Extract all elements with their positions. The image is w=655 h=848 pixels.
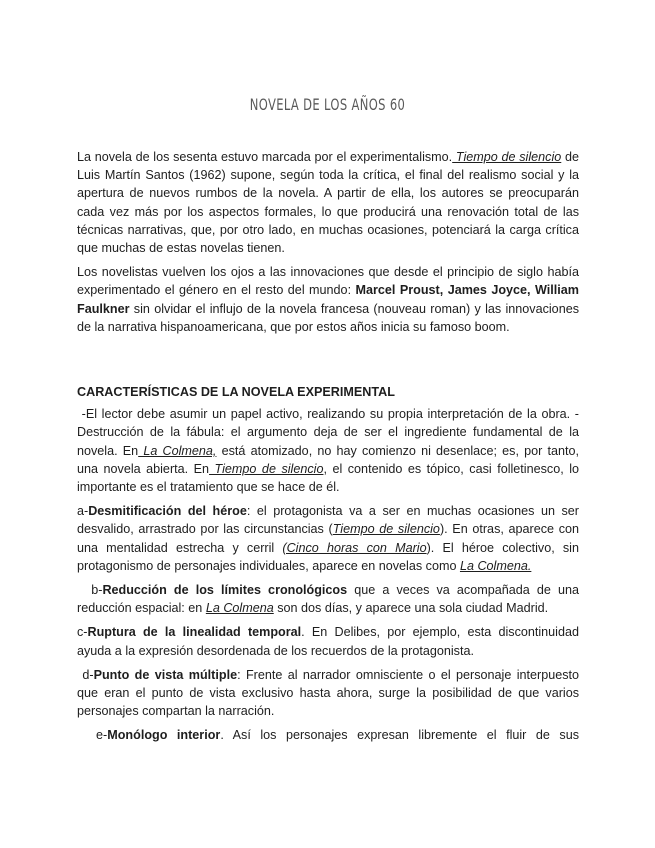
text-run: sin olvidar el influjo de la novela francesa (nouveau roman) y las innovaciones de la narrativa hispanoamericana, que por estos años inicia su famoso boom. [77,301,579,334]
text-run: ). En otras, aparece con una mentalidad estrecha y cerril [77,522,580,555]
text-run: -El lector debe asumir un papel activo, realizando su propia interpretación de la obra. -Destrucción de la fábula: el argumento deja de ser el ingrediente fundamental de la novela. En [77,407,583,458]
work-title-la-colmena: La Colmena, [138,443,217,458]
feature-paragraph-intro [77,405,583,496]
text-run: ). El héroe colectivo, sin protagonismo de personajes individuales, aparece en novelas como [77,540,579,573]
section-heading: CARACTERÍSTICAS DE LA NOVELA EXPERIMENTAL [77,385,395,400]
text-run: : Frente al narrador omnisciente o el personaje interpuesto que eran el punto de vista exclusivo hasta ahora, surge la posibilidad de que varios personajes compartan la narración. [77,667,583,719]
text-run: que a veces va acompañada de una reducción espacial: en [77,583,583,616]
work-title-la-colmena: La Colmena [205,601,274,616]
text-run: Los novelistas vuelven los ojos a las innovaciones que desde el principio de siglo había experimentado el género en el resto del mundo: [77,265,579,298]
feature-prefix: e- [77,728,108,743]
feature-prefix: d- [77,667,94,682]
text-run: . Así los personajes expresan libremente el fluir de sus [220,728,580,743]
text-run: : el protagonista va a ser en muchas ocasiones un ser desvalido, arrastrado por las circunstancias ( [77,504,579,537]
authors-list: Marcel Proust, James Joyce, William Faulkner [77,283,579,316]
feature-e [77,726,579,744]
work-title-tiempo-de-silencio: Tiempo de silencio [209,461,324,476]
feature-label: Monólogo interior [107,728,221,743]
text-run: , el contenido es tópico, casi folletinesco, lo importante es el tratamiento que se hace de él. [77,461,583,495]
document-title: NOVELA DE LOS AÑOS 60 [249,95,406,114]
work-title-cinco-horas-con-mario: (Cinco horas con Mario [282,540,427,555]
feature-label: Reducción de los límites cronológicos [102,583,348,598]
text-run: son dos días, y aparece una sola ciudad Madrid. [273,601,549,616]
feature-label: Ruptura de la linealidad temporal [87,625,302,640]
work-title-tiempo-de-silencio: Tiempo de silencio [332,522,440,537]
intro-paragraph-1 [77,148,579,257]
work-title-tiempo-de-silencio: Tiempo de silencio [452,150,562,164]
feature-prefix: b- [77,583,103,598]
text-run: . En Delibes, por ejemplo, esta discontinuidad ayuda a la expresión desordenada de los recuerdos de la protagonista. [77,625,579,658]
feature-b [77,581,583,617]
feature-prefix: a- [77,504,89,519]
text-run: de Luis Martín Santos (1962) supone, según toda la crítica, el final del realismo social y la apertura de nuevos rumbos de la novela. A partir de ella, los autores se preocuparán cada vez más por los aspectos formales, lo que producirá una renovación total de las técnicas narrativas, que, por otro lado, en muchas ocasiones, potenciará la carga crítica que muchas de estas novelas tienen. [77,150,580,256]
text-run: La novela de los sesenta estuvo marcada por el experimentalismo. [77,150,453,164]
feature-label: Punto de vista múltiple [93,667,238,682]
feature-d [77,666,583,721]
feature-prefix: c- [77,625,88,640]
text-run: está atomizado, no hay comienzo ni desenlace; es, por tanto, una novela abierta. En [77,443,583,476]
feature-c [77,623,579,659]
intro-paragraph-2 [77,263,579,336]
work-title-la-colmena: La Colmena. [459,558,532,573]
document-body [77,148,583,745]
feature-label: Desmitificación del héroe [88,504,247,519]
feature-a [77,502,579,575]
